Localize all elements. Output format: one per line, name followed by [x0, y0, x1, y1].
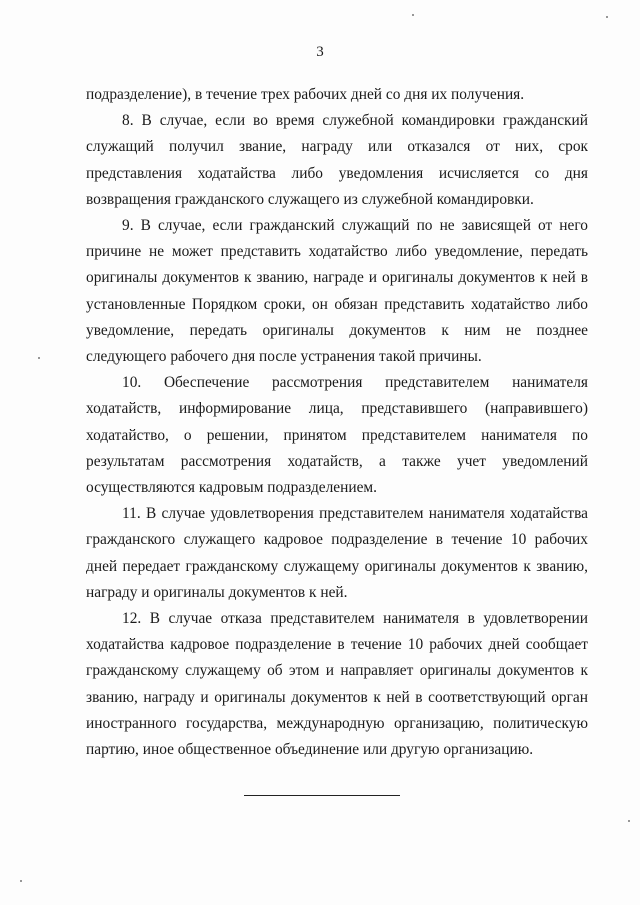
page-number: 3 — [316, 44, 324, 60]
scan-speck — [20, 880, 22, 882]
scan-speck — [38, 357, 40, 359]
paragraph-continuation: подразделение), в течение трех рабочих дней со дня их получения. — [86, 86, 525, 103]
scan-speck — [606, 16, 608, 18]
scan-speck — [412, 14, 414, 16]
paragraph-9: 9. В случае, если гражданский служащий по не зависящей от него причине не может представить ходатайство либо уведомление, передать оригиналы документов к званию, награде и оригиналы документов к ней в установленные Порядком сроки, он обязан представить ходатайство либо уведомление, передать оригиналы документов к ним не позднее следующего рабочего дня после устранения такой причины. — [86, 217, 588, 366]
scan-speck — [628, 820, 630, 822]
paragraph-11: 11. В случае удовлетворения представителем нанимателя ходатайства гражданского служащего кадровое подразделение в течение 10 рабочих дней передает гражданскому служащему оригиналы документов к званию, награду и оригиналы документов к ней. — [86, 505, 588, 601]
paragraph-8: 8. В случае, если во время служебной командировки гражданский служащий получил звание, награду или отказался от них, срок представления ходатайства либо уведомления исчисляется со дня возвращения гражданского служащего из служебной командировки. — [86, 112, 588, 208]
end-separator-line — [244, 795, 400, 796]
document-body — [86, 82, 588, 763]
paragraph-12: 12. В случае отказа представителем нанимателя в удовлетворении ходатайства кадровое подразделение в течение 10 рабочих дней сообщает гражданскому служащему об этом и направляет оригиналы документов к званию, награду и оригиналы документов к ней в соответствующий орган иностранного государства, международную организацию, политическую партию, иное общественное объединение или другую организацию. — [86, 610, 588, 759]
paragraph-10: 10. Обеспечение рассмотрения представителем нанимателя ходатайств, информирование лица, представившего (направившего) ходатайство, о решении, принятом представителем нанимателя по результатам рассмотрения ходатайств, а также учет уведомлений осуществляются кадровым подразделением. — [86, 374, 588, 497]
